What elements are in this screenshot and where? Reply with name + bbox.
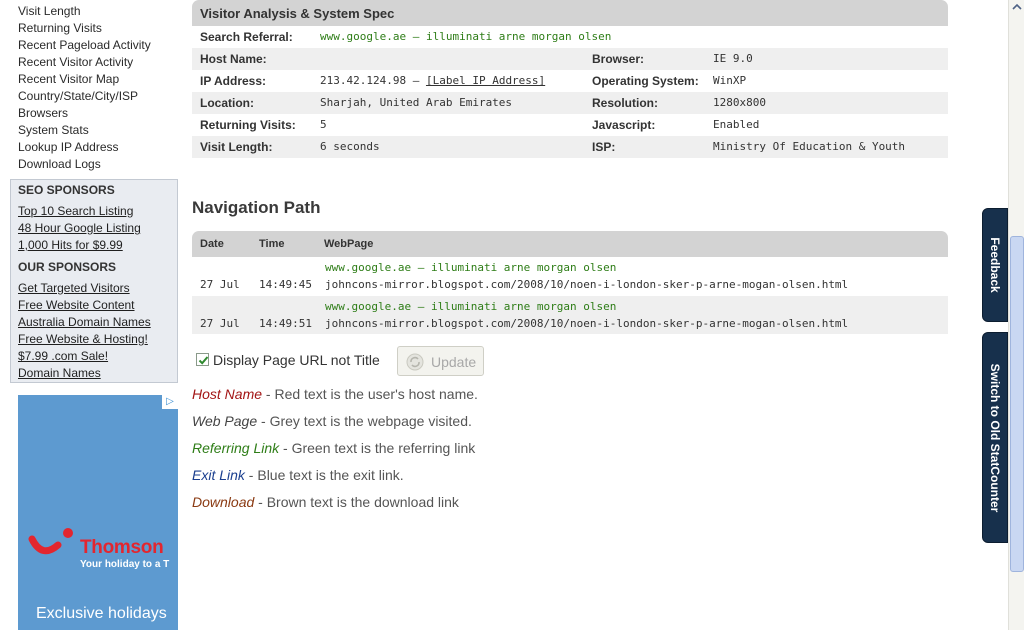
spec-row-ip-os	[192, 70, 948, 92]
isp-label: ISP:	[592, 140, 616, 154]
sidebar-item-country-state-city-isp[interactable]: Country/State/City/ISP	[18, 89, 139, 103]
javascript-value: Enabled	[713, 118, 760, 131]
sidebar-item-download-logs[interactable]: Download Logs	[18, 157, 101, 171]
spec-section-title: Visitor Analysis & System Spec	[200, 6, 395, 21]
seo-sponsors-heading: SEO SPONSORS	[18, 183, 115, 197]
ad-brand: Thomson	[80, 537, 164, 558]
legend-referring-link	[192, 440, 475, 456]
isp-value: Ministry Of Education & Youth	[713, 140, 906, 153]
search-referral-label: Search Referral:	[200, 30, 293, 44]
display-options	[196, 346, 496, 376]
row-referrer-link[interactable]: www.google.ae — illuminati arne morgan olsen	[325, 261, 617, 274]
thomson-ad-banner[interactable]	[18, 395, 178, 630]
sponsor-link-domain-names[interactable]: Domain Names	[18, 366, 101, 380]
row-date: 27 Jul	[200, 278, 240, 291]
sidebar-item-visit-length[interactable]: Visit Length	[18, 4, 81, 18]
legend-web-page	[192, 413, 472, 429]
row-webpage-link[interactable]: johncons-mirror.blogspot.com/2008/10/noen-i-london-sker-p-arne-mogan-olsen.html	[325, 278, 849, 291]
operating-system-label: Operating System:	[592, 74, 699, 88]
update-button[interactable]	[397, 346, 484, 376]
resolution-value: 1280x800	[713, 96, 766, 109]
refresh-icon	[406, 353, 424, 371]
ad-choices-icon[interactable]: ▷	[162, 395, 178, 409]
sidebar-item-recent-pageload-activity[interactable]: Recent Pageload Activity	[18, 38, 151, 52]
legend-download	[192, 494, 459, 510]
our-sponsors-heading: OUR SPONSORS	[18, 260, 117, 274]
spec-row-returning-javascript	[192, 114, 948, 136]
table-row	[192, 296, 948, 334]
legend-term: Exit Link	[192, 467, 245, 483]
spec-row-host-browser	[192, 48, 948, 70]
browser-value: IE 9.0	[713, 52, 753, 65]
time-column-header: Time	[259, 238, 285, 250]
checkmark-icon	[198, 355, 209, 366]
switch-tab-label: Switch to Old StatCounter	[988, 363, 1002, 512]
browser-label: Browser:	[592, 52, 645, 66]
resolution-label: Resolution:	[592, 96, 658, 110]
sidebar-item-system-stats[interactable]: System Stats	[18, 123, 89, 137]
legend-term: Referring Link	[192, 440, 280, 456]
ad-headline: Exclusive holidays	[36, 605, 167, 622]
date-column-header: Date	[200, 238, 224, 250]
row-webpage-link[interactable]: johncons-mirror.blogspot.com/2008/10/noen-i-london-sker-p-arne-mogan-olsen.html	[325, 317, 849, 330]
returning-visits-label: Returning Visits:	[200, 118, 296, 132]
legend-desc: - Brown text is the download link	[254, 494, 459, 510]
legend-desc: - Blue text is the exit link.	[244, 467, 404, 483]
ip-address-label: IP Address:	[200, 74, 267, 88]
sidebar-nav	[18, 3, 151, 173]
ip-address-value	[320, 70, 545, 92]
table-row	[192, 257, 948, 295]
spec-row-search-referral	[192, 26, 948, 48]
ad-tagline: Your holiday to a T	[80, 559, 170, 570]
row-referrer-link[interactable]: www.google.ae — illuminati arne morgan olsen	[325, 300, 617, 313]
search-referral-link[interactable]: www.google.ae — illuminati arne morgan olsen	[320, 30, 612, 43]
visit-length-label: Visit Length:	[200, 140, 273, 154]
row-date: 27 Jul	[200, 317, 240, 330]
sidebar-item-lookup-ip-address[interactable]: Lookup IP Address	[18, 140, 119, 154]
navigation-path-title: Navigation Path	[192, 198, 321, 217]
display-url-label: Display Page URL not Title	[213, 352, 380, 368]
row-time: 14:49:51	[259, 317, 312, 330]
visit-length-value: 6 seconds	[320, 140, 380, 153]
spec-section-header	[192, 0, 948, 26]
sidebar-item-recent-visitor-activity[interactable]: Recent Visitor Activity	[18, 55, 134, 69]
ip-address-text: 213.42.124.98 —	[320, 74, 420, 87]
navigation-table-header	[192, 231, 948, 257]
sponsor-link-free-website-content[interactable]: Free Website Content	[18, 298, 135, 312]
feedback-tab-label: Feedback	[988, 237, 1002, 293]
switch-old-statcounter-tab[interactable]	[982, 332, 1008, 543]
legend-host-name	[192, 386, 478, 402]
row-time: 14:49:45	[259, 278, 312, 291]
legend-desc: - Green text is the referring link	[279, 440, 476, 456]
left-sidebar	[0, 0, 185, 630]
host-name-label: Host Name:	[200, 52, 267, 66]
scroll-up-arrow-icon[interactable]	[1009, 0, 1024, 14]
legend-term: Web Page	[192, 413, 258, 429]
display-url-checkbox[interactable]	[196, 353, 209, 366]
sidebar-item-returning-visits[interactable]: Returning Visits	[18, 21, 102, 35]
scrollbar-thumb[interactable]	[1010, 236, 1024, 572]
legend-exit-link	[192, 467, 404, 483]
spec-row-length-isp	[192, 136, 948, 158]
legend-desc: - Red text is the user's host name.	[262, 386, 478, 402]
thomson-smile-logo-icon	[28, 523, 88, 563]
legend-desc: - Grey text is the webpage visited.	[257, 413, 472, 429]
sponsor-link-targeted-visitors[interactable]: Get Targeted Visitors	[18, 281, 130, 295]
sidebar-item-recent-visitor-map[interactable]: Recent Visitor Map	[18, 72, 120, 86]
sidebar-item-browsers[interactable]: Browsers	[18, 106, 69, 120]
javascript-label: Javascript:	[592, 118, 656, 132]
webpage-column-header: WebPage	[324, 238, 374, 250]
sponsor-link-com-sale[interactable]: $7.99 .com Sale!	[18, 349, 109, 363]
returning-visits-value: 5	[320, 118, 327, 131]
sponsors-box	[10, 179, 178, 383]
operating-system-value: WinXP	[713, 74, 747, 87]
spec-row-location-resolution	[192, 92, 948, 114]
feedback-tab[interactable]	[982, 208, 1008, 322]
sponsor-link-free-website-hosting[interactable]: Free Website & Hosting!	[18, 332, 148, 346]
legend-term: Download	[192, 494, 255, 510]
sponsor-link-top-10-search[interactable]: Top 10 Search Listing	[18, 204, 134, 218]
sponsor-link-1000-hits[interactable]: 1,000 Hits for $9.99	[18, 238, 123, 252]
update-button-label: Update	[431, 354, 477, 370]
vertical-scrollbar[interactable]	[1008, 0, 1024, 630]
sponsor-link-australia-domain[interactable]: Australia Domain Names	[18, 315, 151, 329]
location-value: Sharjah, United Arab Emirates	[320, 96, 513, 109]
location-label: Location:	[200, 96, 254, 110]
label-ip-address-link[interactable]: [Label IP Address]	[425, 74, 546, 87]
legend-term: Host Name	[192, 386, 263, 402]
sponsor-link-48-hour-google[interactable]: 48 Hour Google Listing	[18, 221, 141, 235]
